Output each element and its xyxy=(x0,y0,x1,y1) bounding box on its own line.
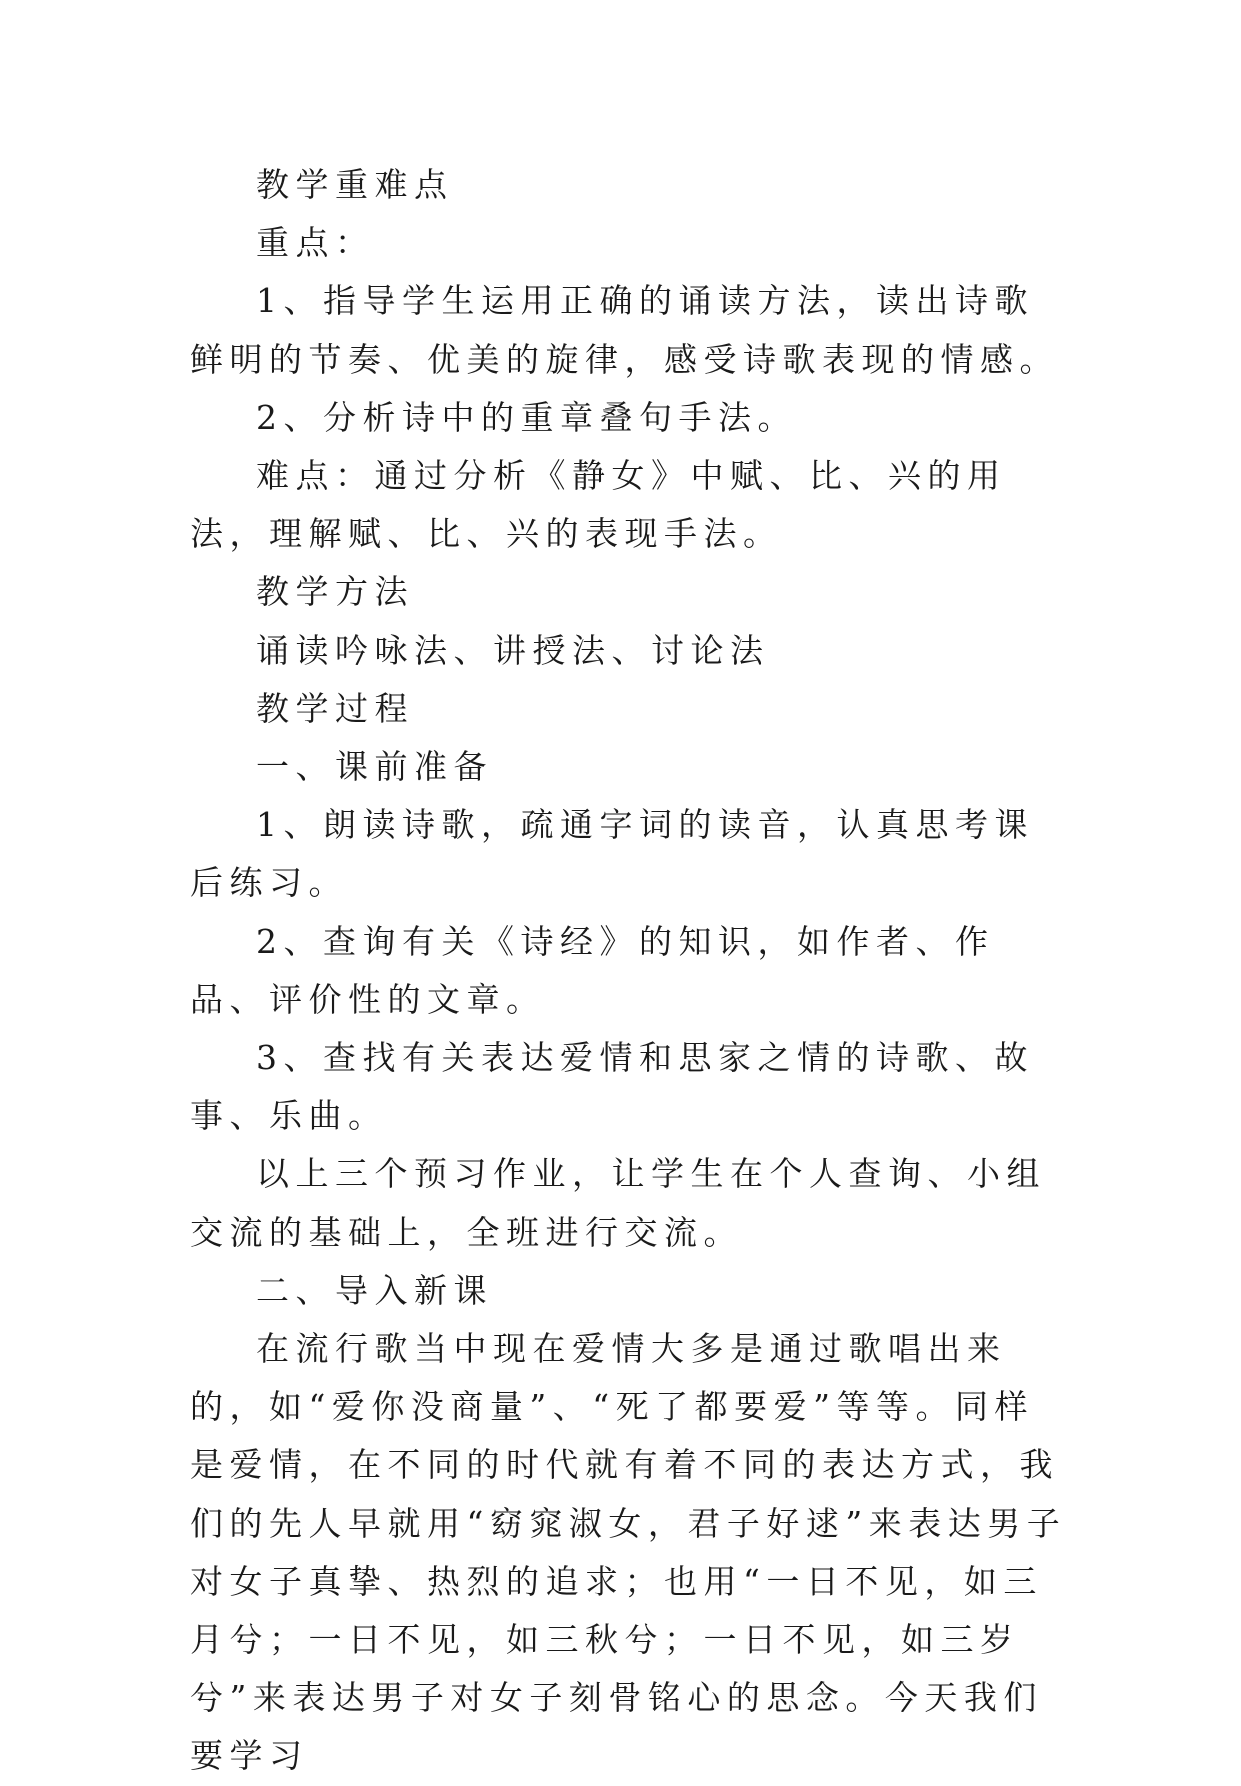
preparation-item-3: 3、查找有关表达爱情和思家之情的诗歌、故事、乐曲。 xyxy=(190,1038,1034,1136)
section-heading-key-points: 教学重难点 xyxy=(256,165,454,204)
document-body xyxy=(190,156,1070,1786)
preparation-summary: 以上三个预习作业，让学生在个人查询、小组交流的基础上，全班进行交流。 xyxy=(190,1154,1046,1252)
subheading-preparation: 一、课前准备 xyxy=(256,747,493,787)
difficulty-paragraph: 难点：通过分析《静女》中赋、比、兴的用法，理解赋、比、兴的表现手法。 xyxy=(190,456,1007,554)
subheading-introduction: 二、导入新课 xyxy=(256,1270,493,1310)
subheading-focus: 重点： xyxy=(256,223,375,263)
preparation-item-2: 2、查询有关《诗经》的知识，如作者、作品、评价性的文章。 xyxy=(190,921,995,1019)
section-heading-process: 教学过程 xyxy=(256,688,414,728)
preparation-item-1: 1、朗读诗歌，疏通字词的读音，认真思考课后练习。 xyxy=(190,805,1034,903)
introduction-paragraph: 在流行歌当中现在爱情大多是通过歌唱出来的，如“爱你没商量”、“死了都要爱”等等。同样是爱情，在不同的时代就有着不同的表达方式，我们的先人早就用“窈窕淑女，君子好逑”来表达男子对女子真挚、热烈的追求；也用“一日不见，如三月兮；一日不见，如三秋兮；一日不见，如三岁兮”来表达男子对女子刻骨铭心的思念。今天我们要学习 xyxy=(190,1329,1067,1776)
focus-item-1: 1、指导学生运用正确的诵读方法，读出诗歌鲜明的节奏、优美的旋律，感受诗歌表现的情感。 xyxy=(190,281,1059,379)
section-heading-methods: 教学方法 xyxy=(256,572,414,612)
focus-item-2: 2、分析诗中的重章叠句手法。 xyxy=(256,397,797,437)
methods-paragraph: 诵读吟咏法、讲授法、讨论法 xyxy=(256,630,770,670)
